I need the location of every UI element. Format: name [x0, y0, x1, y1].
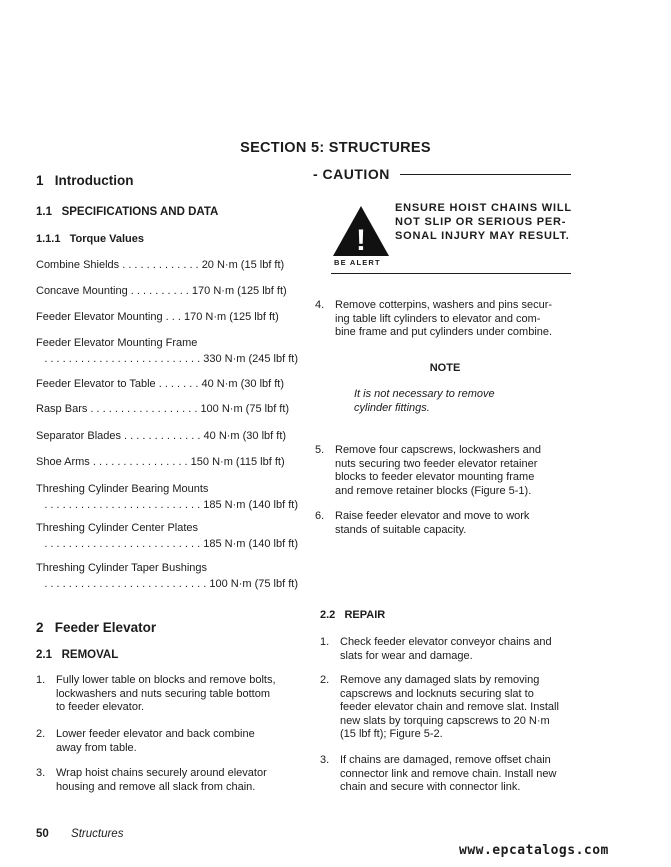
step-line: If chains are damaged, remove offset chain: [340, 754, 551, 766]
feeder-elevator-heading: [36, 620, 156, 635]
torque-label: Threshing Cylinder Bearing Mounts: [36, 483, 209, 495]
step-line: (15 lbf ft); Figure 5-2.: [340, 728, 443, 741]
step-line: slats for wear and damage.: [340, 649, 473, 662]
step-line: new slats by torquing capscrews to 20 N·m: [340, 714, 550, 727]
caution-top-rule: [400, 174, 571, 175]
torque-row: [36, 430, 298, 442]
note-body: [354, 388, 554, 415]
torque-label: Rasp Bars: [36, 403, 88, 415]
note-title: NOTE: [429, 362, 461, 374]
torque-label: Threshing Cylinder Taper Bushings: [36, 562, 207, 574]
torque-value: 170 N·m (125 lbf ft): [183, 311, 279, 323]
torque-row: [36, 521, 298, 552]
footer-title: Structures: [71, 828, 124, 840]
torque-label: Feeder Elevator Mounting Frame: [36, 337, 198, 349]
note-line: cylinder fittings.: [354, 401, 430, 414]
torque-row: [36, 378, 298, 390]
step-line: to feeder elevator.: [56, 701, 145, 714]
torque-leader: . . . . . . .: [155, 378, 202, 390]
torque-row: [36, 561, 298, 592]
feeder-heading-number: 2: [36, 620, 44, 635]
step-number: 1.: [36, 674, 46, 686]
be-alert-badge: BE ALERT: [334, 258, 381, 267]
watermark: www.epcatalogs.com: [459, 843, 609, 858]
step-line: Check feeder elevator conveyor chains and: [340, 636, 552, 648]
torque-row: [36, 311, 298, 323]
torque-row: [36, 259, 298, 271]
step-line: housing and remove all slack from chain.: [56, 780, 256, 793]
torque-leader-row: [36, 352, 298, 368]
torque-leader: . . . . . . . . . . . . .: [119, 259, 202, 271]
list-item: [315, 510, 577, 537]
step-line: Wrap hoist chains securely around elevator: [56, 767, 267, 779]
list-item: [320, 636, 582, 663]
step-number: 2.: [36, 728, 46, 740]
torque-label: Feeder Elevator to Table: [36, 378, 156, 390]
torque-row: [36, 403, 298, 415]
torque-leader-row: [36, 498, 298, 514]
torque-row: [36, 285, 298, 297]
torque-values-heading: [36, 233, 144, 245]
torque-value: 100 N·m (75 lbf ft): [209, 577, 298, 590]
step-line: Fully lower table on blocks and remove bolts,: [56, 674, 276, 686]
step-number: 3.: [36, 767, 46, 779]
note-line: It is not necessary to remove: [354, 388, 495, 400]
warning-exclamation: !: [356, 224, 366, 257]
intro-heading-number: 1: [36, 173, 44, 188]
step-line: Remove any damaged slats by removing: [340, 674, 540, 686]
step-line: lockwashers and nuts securing table bottom: [56, 687, 271, 700]
caution-warning-text: [395, 201, 575, 243]
step-line: Remove four capscrews, lockwashers and: [335, 444, 542, 456]
intro-heading: [36, 173, 134, 188]
repair-text: REPAIR: [344, 609, 386, 621]
warning-line: SONAL INJURY MAY RESULT.: [395, 230, 570, 242]
torque-leader: . . . . . . . . . . . . . . . . . . . . . . . . . .: [44, 537, 204, 550]
torque-value: 40 N·m (30 lbf ft): [203, 430, 287, 442]
list-item: [36, 767, 298, 794]
spec-text: SPECIFICATIONS AND DATA: [61, 206, 219, 218]
torque-value: 185 N·m (140 lbf ft): [203, 498, 298, 511]
step-line: chain and secure with connector link.: [340, 781, 521, 794]
torque-leader-row: [36, 577, 298, 593]
torque-leader: . . . . . . . . . . . . . . . . . . . . . . . . . .: [44, 352, 204, 365]
torque-value: 100 N·m (75 lbf ft): [200, 403, 290, 415]
step-number: 6.: [315, 510, 325, 522]
torque-value: 150 N·m (115 lbf ft): [190, 456, 285, 468]
torque-value: 330 N·m (245 lbf ft): [203, 352, 298, 365]
step-line: and remove retainer blocks (Figure 5-1).: [335, 484, 532, 497]
torque-label: Separator Blades: [36, 430, 121, 442]
step-number: 2.: [320, 674, 330, 686]
warning-triangle-icon: [331, 204, 391, 258]
intro-heading-text: Introduction: [54, 173, 134, 188]
step-line: connector link and remove chain. Install new: [340, 767, 557, 780]
torque-leader: . . . . . . . . . . . . . . . . . . . . . . . . . . .: [44, 577, 210, 590]
step-number: 1.: [320, 636, 330, 648]
list-item: [320, 674, 582, 742]
removal-number: 2.1: [36, 649, 52, 661]
caution-bottom-rule: [331, 273, 571, 274]
list-item: [320, 754, 582, 795]
torque-value: 20 N·m (15 lbf ft): [201, 259, 285, 271]
torque-label: Combine Shields: [36, 259, 120, 271]
step-number: 4.: [315, 299, 325, 311]
list-item: [315, 299, 577, 340]
torque-leader-row: [36, 537, 298, 553]
torque-leader: . . . . . . . . . . . . . . . . . .: [87, 403, 201, 415]
repair-heading: [320, 609, 385, 621]
step-line: Lower feeder elevator and back combine: [56, 728, 255, 740]
specifications-heading: [36, 206, 218, 218]
step-line: capscrews and locknuts securing slat to: [340, 687, 534, 700]
torque-value: 40 N·m (30 lbf ft): [201, 378, 285, 390]
page-number: 50: [36, 828, 49, 840]
torque-label: Feeder Elevator Mounting: [36, 311, 163, 323]
torque-row: [36, 482, 298, 513]
step-line: stands of suitable capacity.: [335, 523, 467, 536]
spec-number: 1.1: [36, 206, 52, 218]
torque-row: [36, 336, 298, 367]
removal-text: REMOVAL: [61, 649, 119, 661]
step-line: feeder elevator chain and remove slat. Install: [340, 701, 559, 714]
step-line: Remove cotterpins, washers and pins secur-: [335, 299, 553, 311]
warning-line: ENSURE HOIST CHAINS WILL: [395, 202, 572, 214]
torque-leader: . . . . . . . . . . . . .: [121, 430, 204, 442]
torque-leader: . . . . . . . . . . . . . . . .: [89, 456, 191, 468]
page-footer: [36, 824, 123, 842]
section-title: SECTION 5: STRUCTURES: [240, 140, 431, 156]
list-item: [36, 728, 298, 755]
torque-label: Shoe Arms: [36, 456, 90, 468]
caution-label: - CAUTION: [313, 166, 390, 182]
step-line: ing table lift cylinders to elevator and com-: [335, 312, 541, 325]
step-line: blocks to feeder elevator mounting frame: [335, 471, 535, 484]
torque-value: 170 N·m (125 lbf ft): [191, 285, 287, 297]
warning-line: NOT SLIP OR SERIOUS PER-: [395, 216, 567, 228]
step-line: bine frame and put cylinders under combine.: [335, 326, 553, 339]
repair-number: 2.2: [320, 609, 336, 621]
list-item: [315, 444, 577, 498]
torque-leader: . . .: [162, 311, 184, 323]
list-item: [36, 674, 298, 715]
torque-leader: . . . . . . . . . . . . . . . . . . . . . . . . . .: [44, 498, 204, 511]
removal-heading: [36, 649, 118, 661]
torque-label: Concave Mounting: [36, 285, 128, 297]
torque-value: 185 N·m (140 lbf ft): [203, 537, 298, 550]
step-line: Raise feeder elevator and move to work: [335, 510, 530, 522]
torque-number: 1.1.1: [36, 233, 61, 245]
torque-text: Torque Values: [69, 233, 145, 245]
step-line: away from table.: [56, 741, 137, 754]
torque-label: Threshing Cylinder Center Plates: [36, 522, 199, 534]
step-line: nuts securing two feeder elevator retainer: [335, 457, 538, 470]
torque-leader: . . . . . . . . . .: [127, 285, 192, 297]
step-number: 3.: [320, 754, 330, 766]
feeder-heading-text: Feeder Elevator: [54, 620, 157, 635]
torque-row: [36, 456, 298, 468]
step-number: 5.: [315, 444, 325, 456]
